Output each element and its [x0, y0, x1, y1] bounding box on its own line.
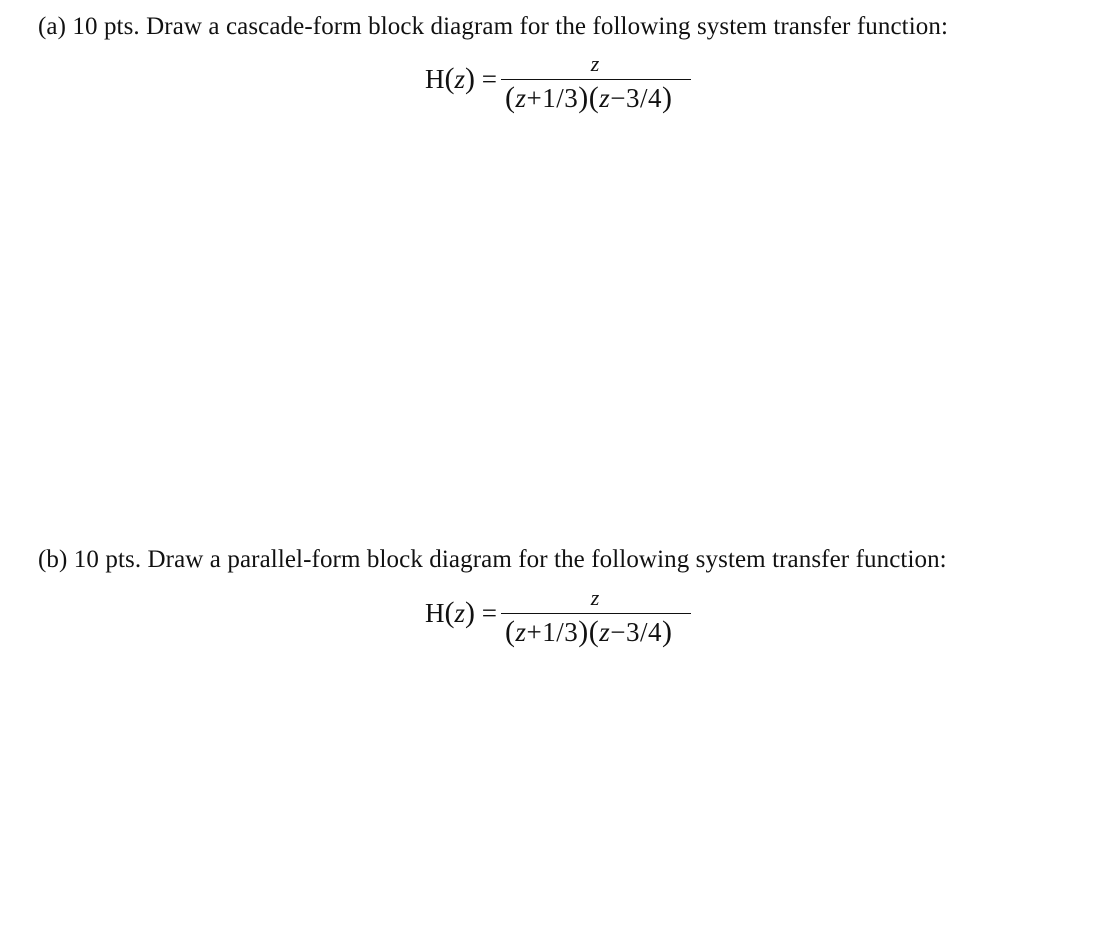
numerator: z	[590, 51, 600, 76]
denominator: (z+1/3)(z−3/4)	[505, 615, 673, 648]
denominator-term-2: −3/4	[610, 617, 662, 647]
denominator: (z+1/3)(z−3/4)	[505, 81, 673, 114]
transfer-function-b	[425, 586, 725, 666]
function-name: H	[425, 64, 445, 94]
transfer-function-a	[425, 52, 725, 132]
question-b-prompt: (b) 10 pts. Draw a parallel-form block diagram for the following system transfer function:	[38, 546, 947, 573]
denominator-variable-1: z	[515, 83, 527, 113]
formula-lhs: H(z) =	[425, 596, 497, 629]
function-name: H	[425, 598, 445, 628]
question-a-prompt: (a) 10 pts. Draw a cascade-form block diagram for the following system transfer function:	[38, 13, 948, 40]
denominator-term-1: +1/3	[526, 617, 579, 647]
denominator-term-2: −3/4	[610, 83, 662, 113]
formula-lhs: H(z) =	[425, 62, 497, 95]
lhs-variable: z	[454, 598, 466, 628]
denominator-variable-2: z	[599, 83, 611, 113]
denominator-variable-2: z	[599, 617, 611, 647]
equals-sign: =	[481, 64, 497, 94]
denominator-variable-1: z	[515, 617, 527, 647]
fraction-bar	[501, 79, 691, 80]
denominator-term-1: +1/3	[526, 83, 579, 113]
fraction-bar	[501, 613, 691, 614]
numerator: z	[590, 585, 600, 610]
equals-sign: =	[481, 598, 497, 628]
lhs-variable: z	[454, 64, 466, 94]
